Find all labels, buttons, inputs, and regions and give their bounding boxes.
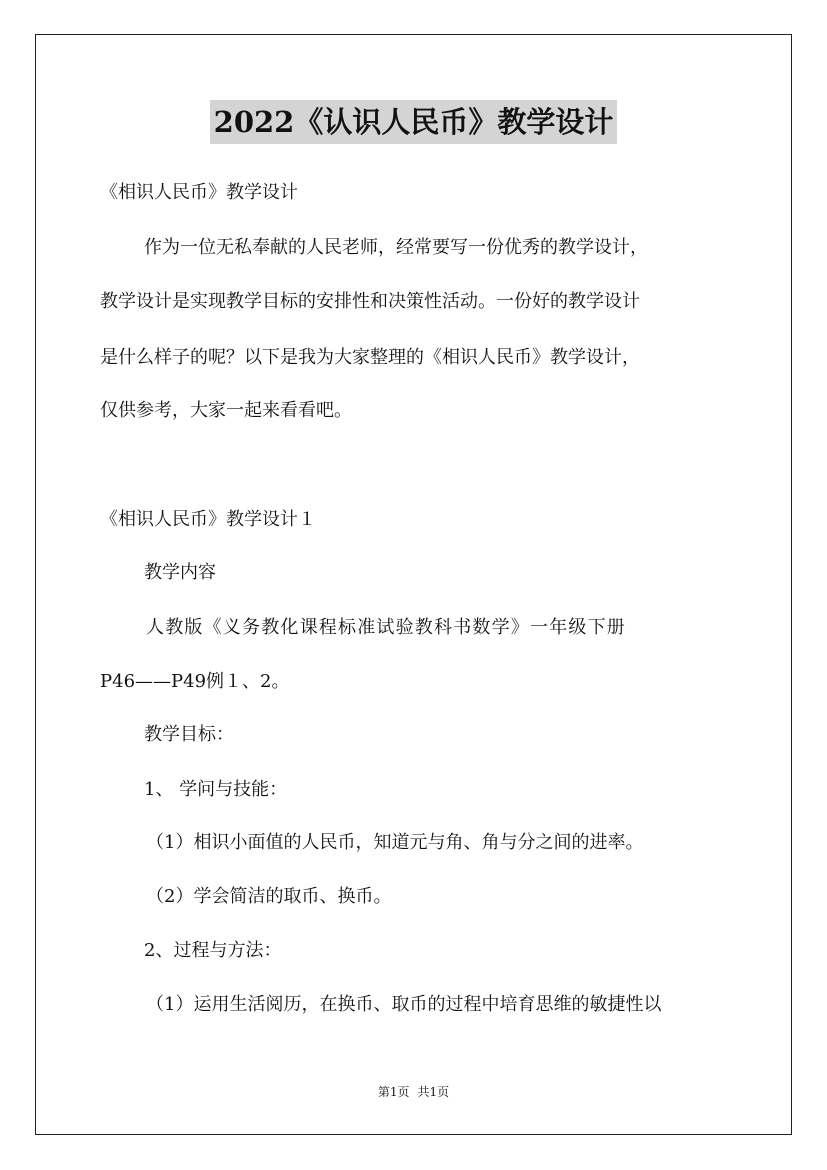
content-line-2: P46——P49例１、2。 <box>100 671 290 692</box>
goal-2-item-1: （1）运用生活阅历，在换币、取币的过程中培育思维的敏捷性以 <box>146 994 662 1015</box>
content-line-1: 人教版《义务教化课程标准试验教科书数学》一年级下册 <box>146 617 626 638</box>
page-total: 共1页 <box>417 1085 450 1099</box>
content-heading: 教学内容 <box>144 562 216 583</box>
document-title: 2022《认识人民币》教学设计 <box>210 100 618 144</box>
page-number: 第1页 <box>377 1085 410 1099</box>
goal-1-item-1: （1）相识小面值的人民币，知道元与角、角与分之间的进率。 <box>146 832 644 853</box>
section-heading: 《相识人民币》教学设计１ <box>100 509 316 530</box>
goal-1-item-2: （2）学会简洁的取币、换币。 <box>146 886 392 907</box>
intro-line-2: 教学设计是实现教学目标的安排性和决策性活动。一份好的教学设计 <box>100 291 640 312</box>
intro-line-4: 仅供参考，大家一起来看看吧。 <box>100 400 352 421</box>
title-container <box>0 100 827 144</box>
goals-heading: 教学目标： <box>144 724 234 745</box>
goal-2-heading: 2、过程与方法： <box>144 940 282 961</box>
intro-line-1: 作为一位无私奉献的人民老师，经常要写一份优秀的教学设计， <box>144 237 648 258</box>
page-footer <box>0 1084 827 1100</box>
intro-line-3: 是什么样子的呢？以下是我为大家整理的《相识人民币》教学设计， <box>100 347 640 368</box>
subtitle: 《相识人民币》教学设计 <box>100 182 298 203</box>
goal-1-heading: 1、 学问与技能： <box>144 779 288 800</box>
